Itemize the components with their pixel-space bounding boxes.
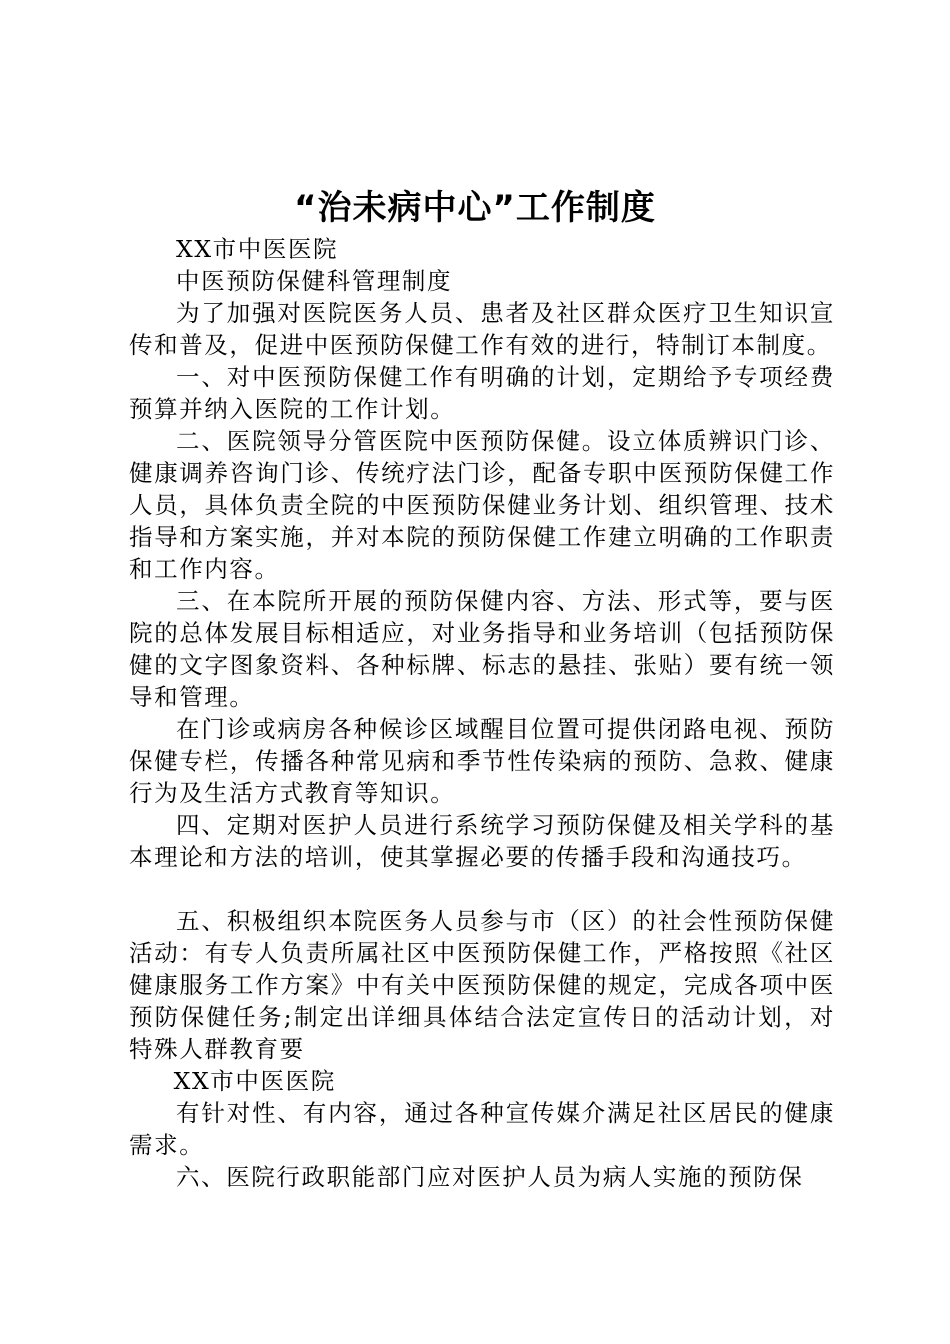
paragraph-item-3-cont: 在门诊或病房各种候诊区域醒目位置可提供闭路电视、预防保健专栏，传播各种常见病和季节性传染病的预防、急救、健康行为及生活方式教育等知识。 <box>129 715 835 807</box>
paragraph-hospital-name: XX市中医医院 <box>176 235 339 263</box>
paragraph-intro: 为了加强对医院医务人员、患者及社区群众医疗卫生知识宣传和普及，促进中医预防保健工作有效的进行，特制订本制度。 <box>129 299 835 359</box>
paragraph-item-5-cont: 有针对性、有内容，通过各种宣传媒介满足社区居民的健康需求。 <box>129 1099 835 1159</box>
paragraph-subtitle: 中医预防保健科管理制度 <box>176 267 453 295</box>
paragraph-item-1: 一、对中医预防保健工作有明确的计划，定期给予专项经费预算并纳入医院的工作计划。 <box>129 363 835 423</box>
paragraph-item-2: 二、医院领导分管医院中医预防保健。设立体质辨识门诊、健康调养咨询门诊、传统疗法门诊，配备专职中医预防保健工作人员，具体负责全院的中医预防保健业务计划、组织管理、技术指导和方案实施，并对本院的预防保健工作建立明确的工作职责和工作内容。 <box>129 427 835 583</box>
document-title: “治未病中心”工作制度 <box>294 188 656 228</box>
document-body <box>129 233 835 1193</box>
paragraph-item-6: 六、医院行政职能部门应对医护人员为病人实施的预防保 <box>176 1163 804 1191</box>
paragraph-item-5: 五、积极组织本院医务人员参与市（区）的社会性预防保健活动：有专人负责所属社区中医预防保健工作，严格按照《社区健康服务工作方案》中有关中医预防保健的规定，完成各项中医预防保健任务;制定出详细具体结合法定宣传日的活动计划，对特殊人群教育要 <box>129 907 835 1063</box>
paragraph-hospital-name-repeat: XX市中医医院 <box>173 1067 336 1095</box>
paragraph-item-4: 四、定期对医护人员进行系统学习预防保健及相关学科的基本理论和方法的培训，使其掌握必要的传播手段和沟通技巧。 <box>129 811 835 871</box>
paragraph-item-3: 三、在本院所开展的预防保健内容、方法、形式等，要与医院的总体发展目标相适应，对业务指导和业务培训（包括预防保健的文字图象资料、各种标牌、标志的悬挂、张贴）要有统一领导和管理。 <box>129 587 835 711</box>
